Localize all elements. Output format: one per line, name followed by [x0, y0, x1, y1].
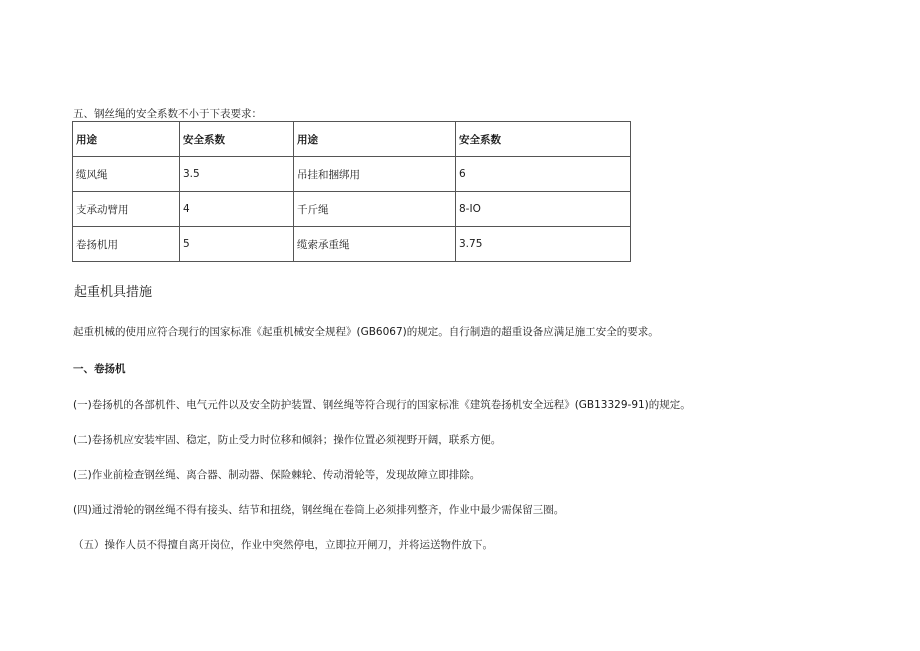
table-cell: 4 — [180, 192, 294, 227]
table-cell: 吊挂和捆绑用 — [294, 157, 456, 192]
table-row — [73, 157, 631, 192]
table-cell: 缆风绳 — [73, 157, 180, 192]
table-cell: 6 — [456, 157, 631, 192]
list-item: (四)通过滑轮的钢丝绳不得有接头、结节和扭绕，钢丝绳在卷筒上必须排列整齐，作业中最少需保留三圈。 — [73, 504, 565, 516]
list-item: （五）操作人员不得擅自离开岗位，作业中突然停电，立即拉开闸刀，并将运送物件放下。 — [73, 539, 493, 551]
table-cell: 3.5 — [180, 157, 294, 192]
table-intro: 五、钢丝绳的安全系数不小于下表要求： — [73, 108, 262, 120]
table-row — [73, 192, 631, 227]
section-title: 起重机具措施 — [74, 285, 153, 300]
table-cell: 支承动臂用 — [73, 192, 180, 227]
list-item: (一)卷扬机的各部机件、电气元件以及安全防护装置、钢丝绳等符合现行的国家标准《建筑卷扬机安全远程》(GB13329-91)的规定。 — [73, 399, 691, 411]
main-paragraph: 起重机械的使用应符合现行的国家标准《起重机械安全规程》(GB6067)的规定。自行制造的超重设备应满足施工安全的要求。 — [73, 326, 659, 338]
list-item: (二)卷扬机应安装牢固、稳定，防止受力时位移和倾斜；操作位置必须视野开阔，联系方便。 — [73, 434, 502, 446]
safety-factor-table — [72, 121, 631, 262]
header-factor-2: 安全系数 — [456, 122, 631, 157]
table-row — [73, 227, 631, 262]
header-usage-2: 用途 — [294, 122, 456, 157]
table-cell: 3.75 — [456, 227, 631, 262]
sub-heading: 一、卷扬机 — [73, 363, 126, 375]
table-header-row — [73, 122, 631, 157]
list-item: (三)作业前检查钢丝绳、离合器、制动器、保险棘轮、传动滑轮等，发现故障立即排除。 — [73, 469, 481, 481]
table-cell: 卷扬机用 — [73, 227, 180, 262]
table-cell: 8-IO — [456, 192, 631, 227]
header-usage-1: 用途 — [73, 122, 180, 157]
table-cell: 5 — [180, 227, 294, 262]
header-factor-1: 安全系数 — [180, 122, 294, 157]
table-cell: 千斤绳 — [294, 192, 456, 227]
table-cell: 缆索承重绳 — [294, 227, 456, 262]
